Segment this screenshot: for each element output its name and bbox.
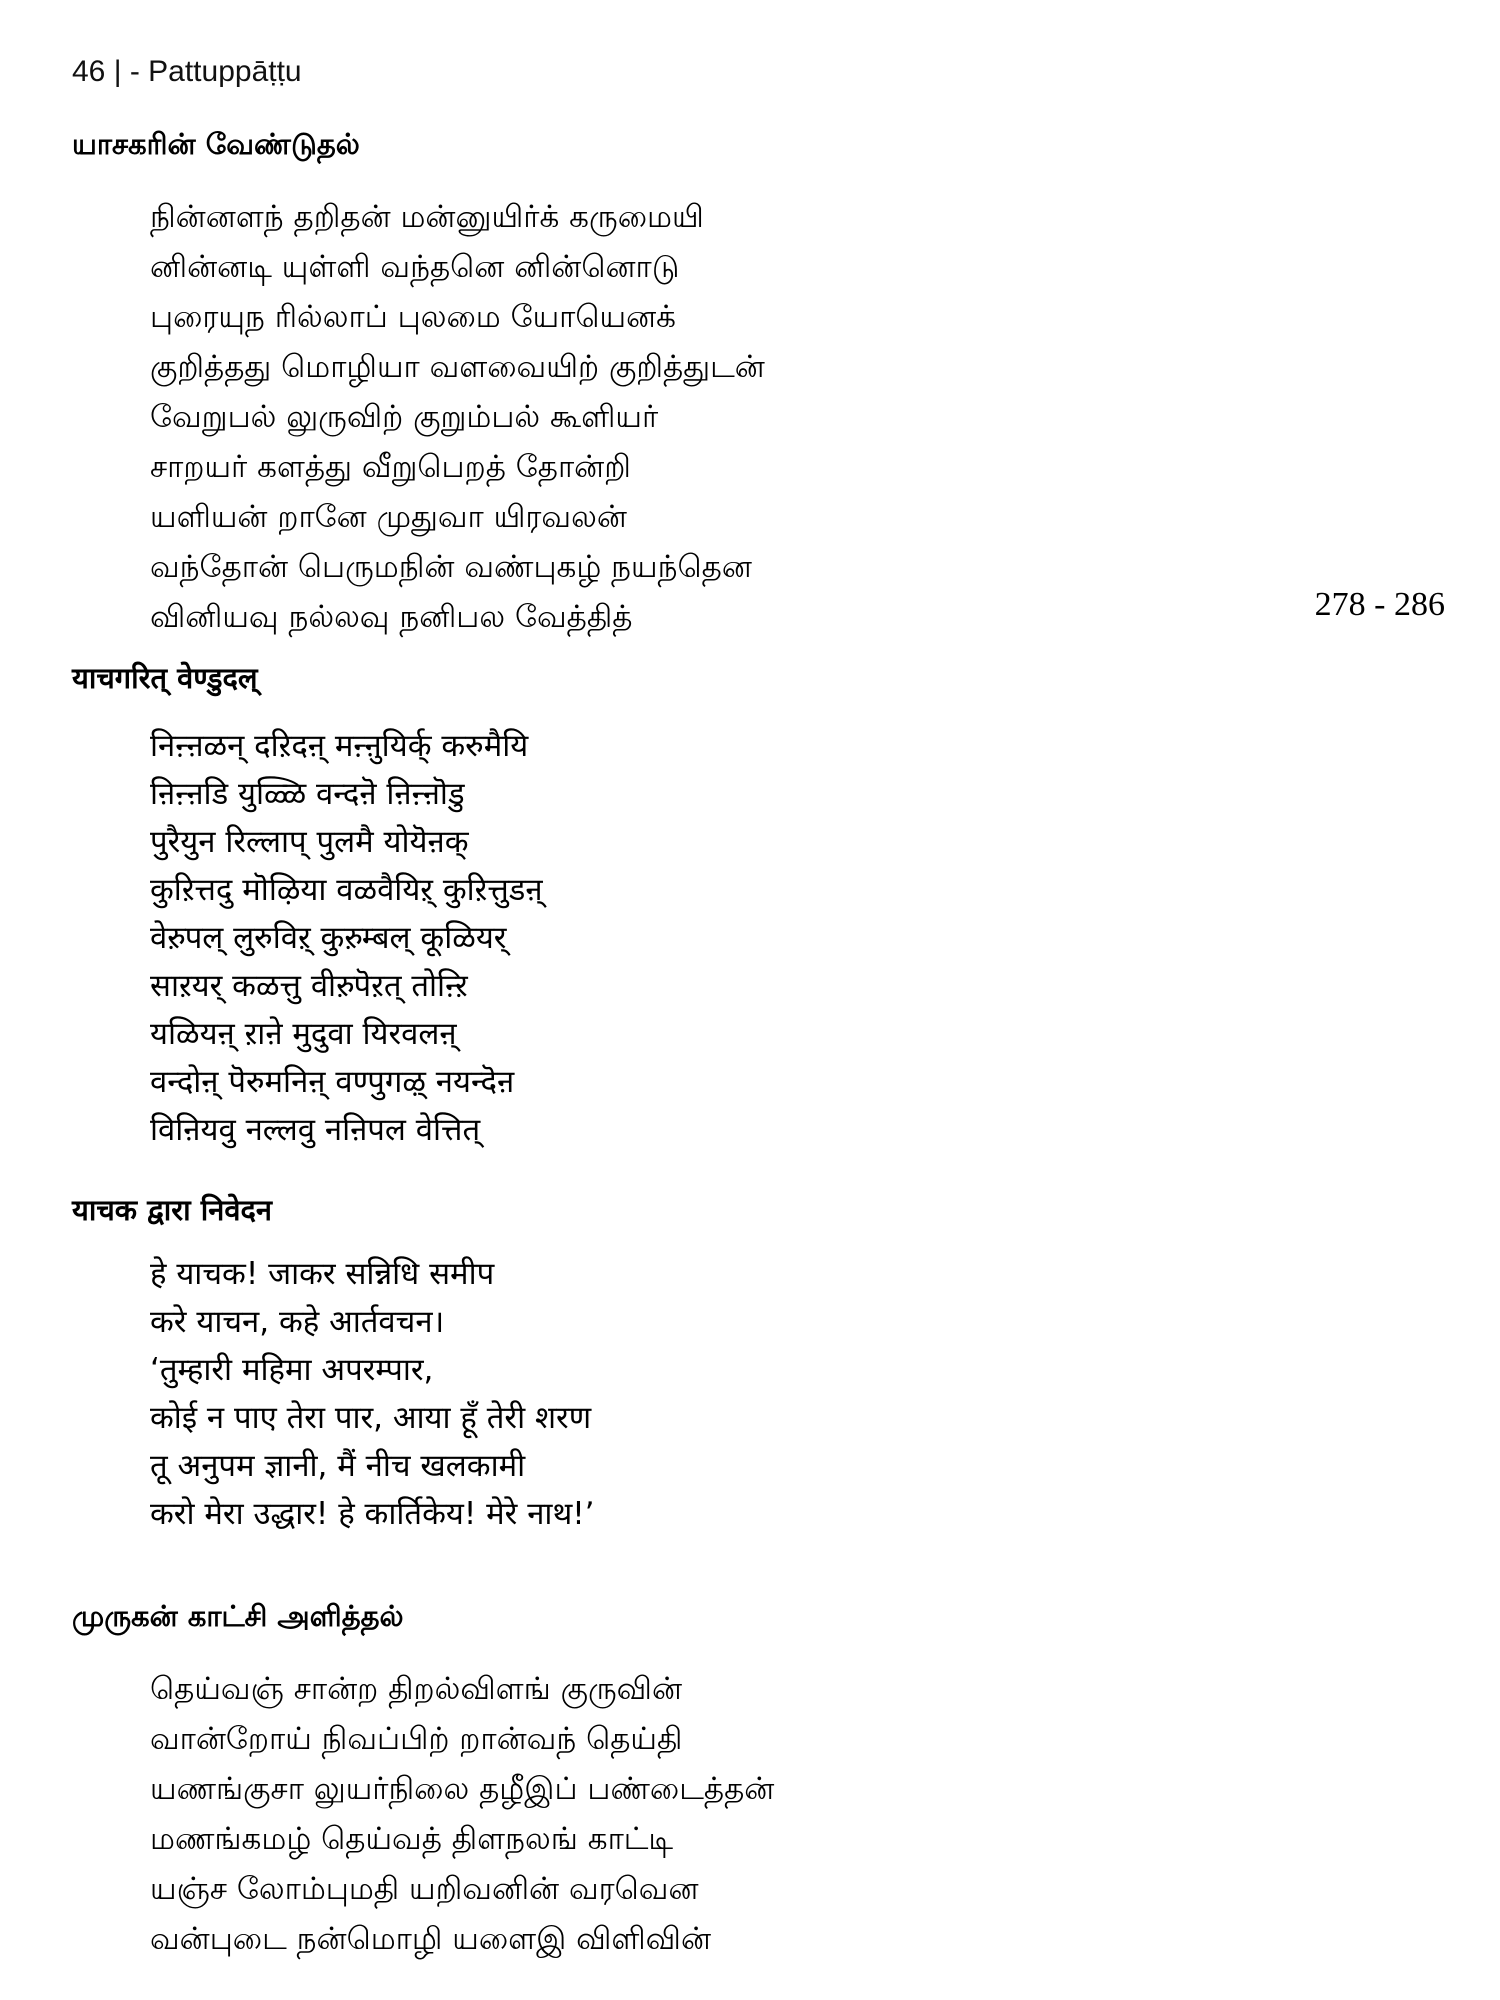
verse-line: னின்னடி யுள்ளி வந்தனெ னின்னொடு	[150, 249, 680, 285]
verse-line: நின்னளந் தறிதன் மன்னுயிர்க் கருமையி	[150, 199, 704, 235]
verse-line: कोई न पाए तेरा पार, आया हूँ तेरी शरण	[150, 1400, 592, 1436]
verse-hindi	[150, 1250, 595, 1538]
verse-line: ऩिऩ्ऩडि युळ्ळि वन्दऩॆ ऩिऩ्ऩॊडु	[150, 776, 465, 812]
section-title-hindi: याचक द्वारा निवेदन	[72, 1193, 272, 1227]
verse-line: சாறயர் களத்து வீறுபெறத் தோன்றி	[150, 449, 631, 485]
verse-line: குறித்தது மொழியா வளவையிற் குறித்துடன்	[150, 349, 765, 385]
verse-line: வான்றோய் நிவப்பிற் றான்வந் தெய்தி	[150, 1721, 683, 1757]
verse-line: निऩ्ऩळन् दऱिदऩ् मऩ्ऩुयिर्क् करुमैयि	[150, 728, 529, 764]
verse-line: யளியன் றானே முதுவா யிரவலன்	[150, 499, 627, 535]
verse-line: வேறுபல் லுருவிற் குறும்பல் கூளியர்	[150, 399, 659, 435]
verse-line: करो मेरा उद्धार! हे कार्तिकेय! मेरे नाथ!’	[150, 1496, 595, 1532]
verse-line: ‘तुम्हारी महिमा अपरम्पार,	[150, 1352, 434, 1388]
verse-line: यळियऩ् ऱाऩे मुदुवा यिरवलऩ्	[150, 1016, 457, 1052]
verse-line: வந்தோன் பெருமநின் வண்புகழ் நயந்தென	[150, 549, 752, 585]
verse-line: புரையுந ரில்லாப் புலமை யோயெனக்	[150, 299, 676, 335]
verse-line: தெய்வஞ் சான்ற திறல்விளங் குருவின்	[150, 1671, 683, 1707]
verse-tamil-request	[150, 192, 765, 642]
section-title-tamil-vision: முருகன் காட்சி அளித்தல்	[72, 1599, 404, 1633]
section-title-tamil-request: யாசகரின் வேண்டுதல்	[72, 127, 360, 161]
verse-line: तू अनुपम ज्ञानी, मैं नीच खलकामी	[150, 1448, 526, 1484]
verse-line: पुरैयुन रिल्लाप् पुलमै योयॆऩक्	[150, 824, 469, 860]
verse-line: विऩियवु नल्लवु नऩिपल वेत्तित्	[150, 1112, 481, 1148]
verse-line: कुऱित्तदु मॊऴिया वळवैयिऱ् कुऱित्तुडऩ्	[150, 872, 543, 908]
verse-line: वेऱुपल् लुरुविऱ् कुऱुम्बल् कूळियर्	[150, 920, 507, 956]
verse-line: வன்புடை நன்மொழி யளைஇ விளிவின்	[150, 1921, 712, 1957]
verse-line: करे याचन, कहे आर्तवचन।	[150, 1304, 445, 1340]
verse-line: யணங்குசா லுயர்நிலை தழீஇப் பண்டைத்தன்	[150, 1771, 775, 1807]
verse-line: யஞ்ச லோம்புமதி யறிவனின் வரவென	[150, 1871, 699, 1907]
section-title-transliteration: याचगरित् वेण्डुदल्	[72, 661, 258, 695]
verse-line: साऱयर् कळत्तु वीऱुपॆऱत् तोऩ्ऱि	[150, 968, 468, 1004]
verse-transliteration	[150, 722, 543, 1154]
verse-tamil-vision	[150, 1664, 774, 1964]
verse-reference: 278 - 286	[1314, 586, 1445, 623]
verse-line: மணங்கமழ் தெய்வத் திளநலங் காட்டி	[150, 1821, 674, 1857]
verse-line: வினியவு நல்லவு நனிபல வேத்தித்	[150, 599, 633, 635]
verse-line: हे याचक! जाकर सन्निधि समीप	[150, 1256, 495, 1292]
page-header: 46 | - Pattuppāṭṭu	[72, 55, 302, 88]
verse-line: वन्दोऩ् पॆरुमनिऩ् वण्पुगऴ् नयन्दॆऩ	[150, 1064, 515, 1100]
